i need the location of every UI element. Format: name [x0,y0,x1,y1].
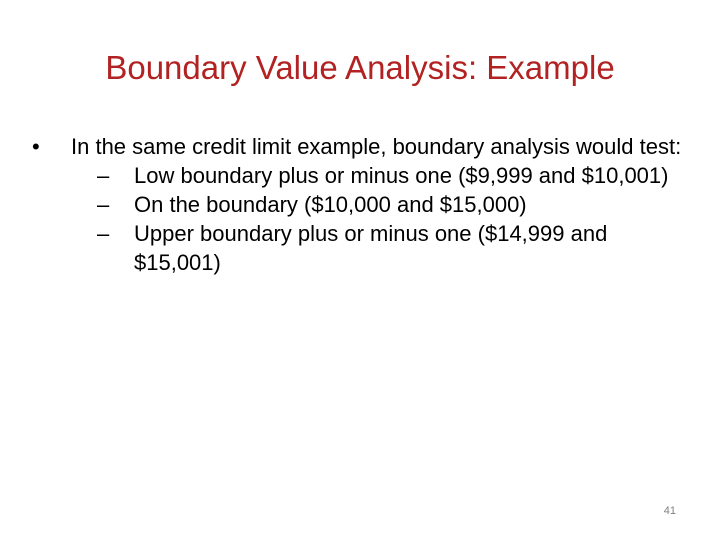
subbullet-text: Low boundary plus or minus one ($9,999 and $10,001) [134,163,669,188]
bullet-marker: • [32,134,40,159]
slide-number: 41 [663,505,676,517]
bullet-text: In the same credit limit example, boundary analysis would test: [71,134,682,159]
subbullet-item [32,219,682,277]
slide-body [32,132,682,277]
subbullet-text: On the boundary ($10,000 and $15,000) [134,192,527,217]
subbullet-marker: – [97,163,110,188]
subbullet-marker: – [97,221,110,246]
slide-title: Boundary Value Analysis: Example [105,49,615,86]
subbullet-item [32,190,682,219]
subbullet-marker: – [97,192,110,217]
subbullet-item [32,161,682,190]
bullet-item [32,132,682,161]
subbullet-text: Upper boundary plus or minus one ($14,999 and $15,001) [134,221,608,275]
